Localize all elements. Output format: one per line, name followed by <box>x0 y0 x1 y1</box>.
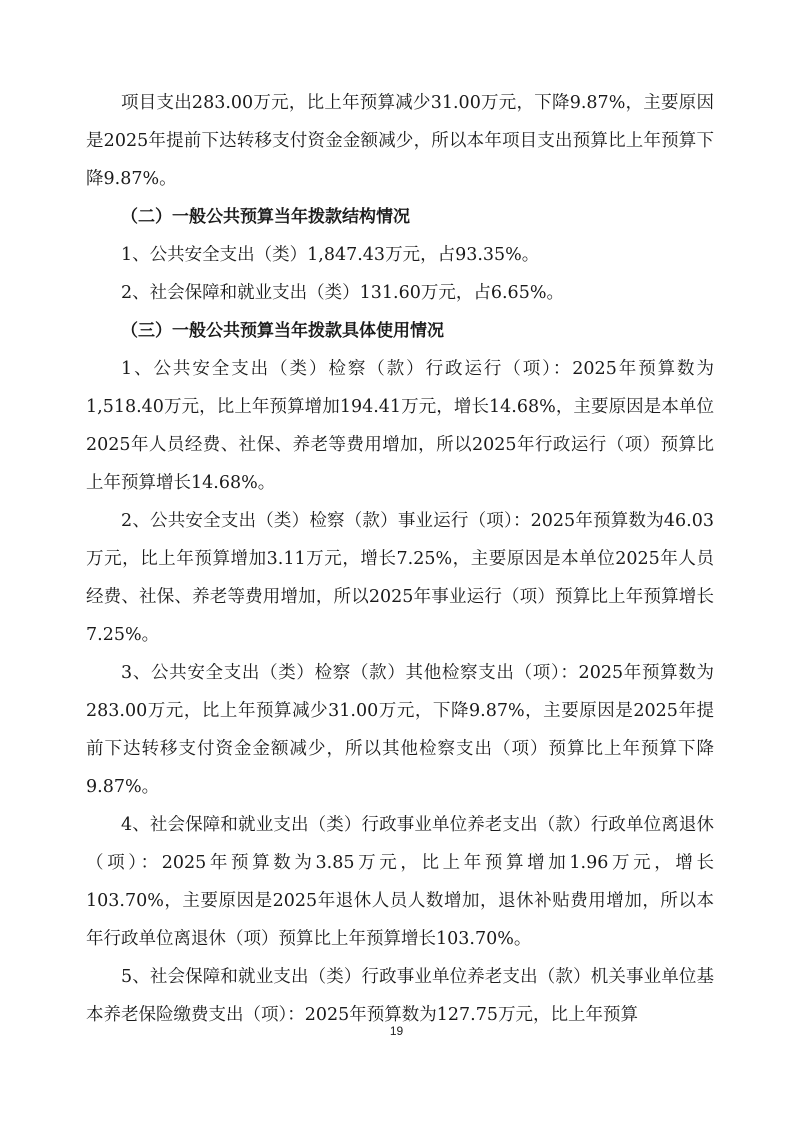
paragraph-item-5: 5、社会保障和就业支出（类）行政事业单位养老支出（款）机关事业单位基本养老保险缴费支出（项）：2025年预算数为127.75万元，比上年预算 <box>86 967 714 1025</box>
paragraph-public-security-share: 1、公共安全支出（类）1,847.43万元，占93.35%。 <box>121 245 540 265</box>
paragraph-item-4: 4、社会保障和就业支出（类）行政事业单位养老支出（款）行政单位离退休（项）：2025年预算数为3.85万元，比上年预算增加1.96万元，增长103.70%，主要原因是2025年退休人员人数增加，退休补贴费用增加，所以本年行政单位离退休（项）预算比上年预算增长103.70%。 <box>86 815 714 949</box>
section-heading-usage: （三）一般公共预算当年拨款具体使用情况 <box>121 321 444 341</box>
paragraph-item-1: 1、公共安全支出（类）检察（款）行政运行（项）：2025年预算数为1,518.40万元，比上年预算增加194.41万元，增长14.68%，主要原因是本单位2025年人员经费、社保、养老等费用增加，所以2025年行政运行（项）预算比上年预算增长14.68%。 <box>86 359 714 493</box>
paragraph-item-3: 3、公共安全支出（类）检察（款）其他检察支出（项）：2025年预算数为283.00万元，比上年预算减少31.00万元，下降9.87%，主要原因是2025年提前下达转移支付资金金额减少，所以其他检察支出（项）预算比上年预算下降9.87%。 <box>86 663 714 797</box>
page-number: 19 <box>389 1024 404 1038</box>
paragraph-item-2: 2、公共安全支出（类）检察（款）事业运行（项）：2025年预算数为46.03万元，比上年预算增加3.11万元，增长7.25%，主要原因是本单位2025年人员经费、社保、养老等费用增加，所以2025年事业运行（项）预算比上年预算增长7.25%。 <box>86 511 714 645</box>
section-heading-structure: （二）一般公共预算当年拨款结构情况 <box>121 207 410 227</box>
paragraph-project-expenditure: 项目支出283.00万元，比上年预算减少31.00万元，下降9.87%，主要原因是2025年提前下达转移支付资金金额减少，所以本年项目支出预算比上年预算下降9.87%。 <box>86 93 714 189</box>
paragraph-social-security-share: 2、社会保障和就业支出（类）131.60万元，占6.65%。 <box>121 283 564 303</box>
